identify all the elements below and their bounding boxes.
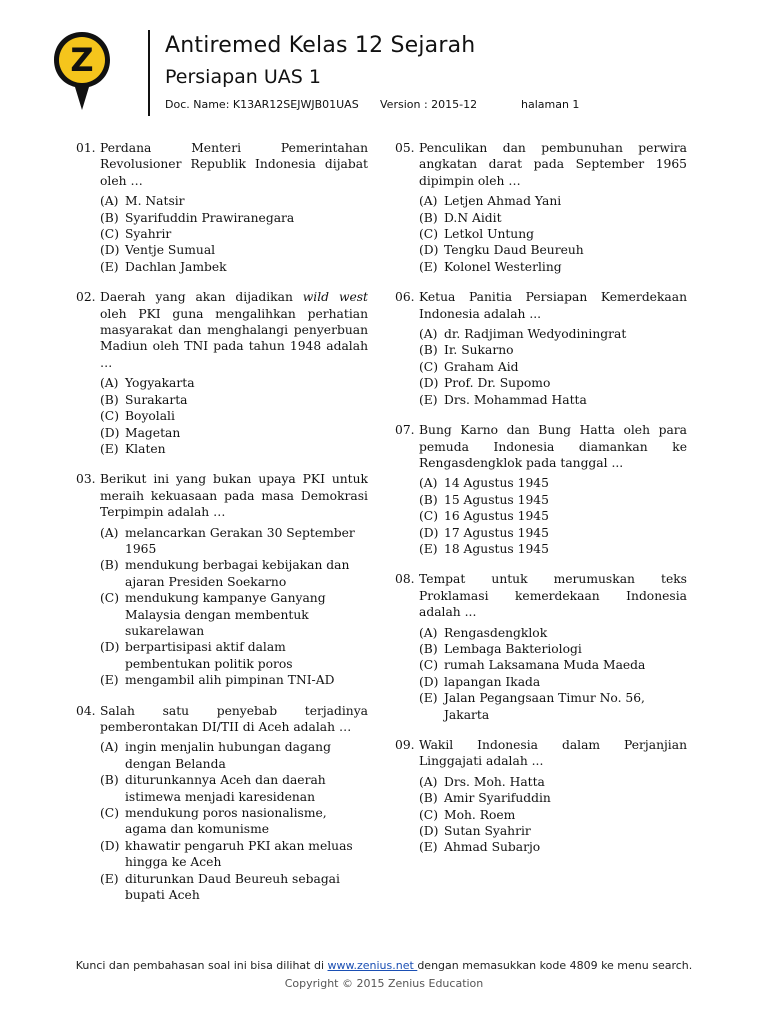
option-d xyxy=(419,823,687,839)
question-number: 03. xyxy=(76,472,96,487)
option-list xyxy=(100,525,368,689)
option-label: (A) xyxy=(419,774,438,789)
question-04 xyxy=(76,703,368,904)
option-label: (E) xyxy=(100,441,119,456)
option-text: Yogyakarta xyxy=(125,376,195,391)
option-text: lapangan Ikada xyxy=(444,674,541,689)
option-text: Surakarta xyxy=(125,392,188,407)
option-label: (C) xyxy=(419,227,439,242)
option-c xyxy=(100,226,368,242)
footer-text: dengan memasukkan kode 4809 ke menu search. xyxy=(417,959,693,972)
option-list xyxy=(100,193,368,275)
option-b xyxy=(419,492,687,508)
option-text: Letjen Ahmad Yani xyxy=(444,194,562,209)
option-label: (D) xyxy=(419,674,439,689)
option-text: Klaten xyxy=(125,441,166,456)
doc-info xyxy=(165,98,580,111)
option-label: (B) xyxy=(100,558,119,573)
option-label: (C) xyxy=(419,509,439,524)
option-d xyxy=(419,525,687,541)
option-text: Ahmad Subarjo xyxy=(444,840,541,855)
option-label: (B) xyxy=(100,392,119,407)
option-text: Letkol Untung xyxy=(444,227,535,242)
question-08 xyxy=(395,571,687,723)
option-b xyxy=(419,342,687,358)
option-label: (A) xyxy=(419,625,438,640)
option-label: (B) xyxy=(419,791,438,806)
option-label: (D) xyxy=(419,376,439,391)
option-d xyxy=(100,425,368,441)
option-text: 15 Agustus 1945 xyxy=(444,492,549,507)
question-column-left xyxy=(76,140,368,917)
option-text: mendukung kampanye Ganyang Malaysia dengan membentuk sukarelawan xyxy=(125,591,326,638)
option-a xyxy=(100,739,368,772)
option-label: (A) xyxy=(100,376,119,391)
question-number: 04. xyxy=(76,703,96,718)
option-label: (D) xyxy=(100,425,120,440)
question-number: 09. xyxy=(395,738,415,752)
option-text: 17 Agustus 1945 xyxy=(444,525,549,540)
option-label: (D) xyxy=(100,640,120,655)
option-a xyxy=(419,774,687,790)
option-d xyxy=(419,242,687,258)
option-text: melancarkan Gerakan 30 September 1965 xyxy=(125,525,355,556)
option-text: Moh. Roem xyxy=(444,807,516,822)
option-text: Amir Syarifuddin xyxy=(444,791,551,806)
footer-text: Kunci dan pembahasan soal ini bisa dilihat di xyxy=(75,959,328,972)
question-column-right xyxy=(395,140,687,870)
option-text: Kolonel Westerling xyxy=(444,259,562,274)
option-text: Jalan Pegangsaan Timur No. 56, Jakarta xyxy=(444,691,645,722)
option-text: mendukung berbagai kebijakan dan ajaran Presiden Soekarno xyxy=(125,558,350,589)
option-list xyxy=(419,326,687,408)
option-label: (E) xyxy=(100,871,119,886)
option-label: (B) xyxy=(419,641,438,656)
question-01 xyxy=(76,140,368,275)
option-text: Drs. Mohammad Hatta xyxy=(444,392,587,407)
option-text: khawatir pengaruh PKI akan meluas hingga ke Aceh xyxy=(125,838,353,870)
option-c xyxy=(419,359,687,375)
stem-italic-term: wild west xyxy=(302,290,369,305)
option-text: mengambil alih pimpinan TNI-AD xyxy=(125,673,335,688)
option-text: Ir. Sukarno xyxy=(444,343,514,358)
option-d xyxy=(100,242,368,258)
question-number: 01. xyxy=(76,141,96,155)
question-number: 06. xyxy=(395,290,415,305)
option-c xyxy=(100,408,368,424)
zenius-link[interactable]: www.zenius.net xyxy=(327,959,418,972)
copyright: Copyright © 2015 Zenius Education xyxy=(284,977,484,990)
option-b xyxy=(100,392,368,408)
option-label: (E) xyxy=(419,259,438,274)
option-label: (C) xyxy=(419,359,439,374)
option-label: (D) xyxy=(419,824,439,839)
option-text: rumah Laksamana Muda Maeda xyxy=(444,658,646,673)
page-number: halaman 1 xyxy=(521,98,580,111)
option-c xyxy=(100,805,368,838)
doc-name: Doc. Name: K13AR12SEJWJB01UAS xyxy=(165,98,359,111)
option-label: (D) xyxy=(100,243,120,258)
option-b xyxy=(100,772,368,805)
option-text: dr. Radjiman Wedyodiningrat xyxy=(444,327,627,342)
option-text: Prof. Dr. Supomo xyxy=(444,376,551,391)
option-e xyxy=(100,672,368,688)
option-label: (B) xyxy=(100,773,119,788)
option-c xyxy=(419,226,687,242)
option-text: Boyolali xyxy=(125,409,175,424)
option-e xyxy=(419,259,687,275)
question-stem: Penculikan dan pembunuhan perwira angkatan darat pada September 1965 dipimpin oleh … xyxy=(419,141,687,188)
option-text: Syarifuddin Prawiranegara xyxy=(125,210,295,225)
option-c xyxy=(100,590,368,639)
option-text: M. Natsir xyxy=(125,194,185,209)
question-number: 08. xyxy=(395,572,415,587)
question-stem: Wakil Indonesia dalam Perjanjian Linggajati adalah ... xyxy=(419,738,687,769)
option-list xyxy=(419,475,687,557)
option-label: (E) xyxy=(419,691,438,706)
option-e xyxy=(100,871,368,904)
option-label: (A) xyxy=(419,194,438,209)
option-label: (A) xyxy=(100,194,119,209)
question-09 xyxy=(395,737,687,856)
option-label: (D) xyxy=(100,838,120,853)
stem-text: Daerah yang akan dijadikan xyxy=(100,290,303,305)
option-text: D.N Aidit xyxy=(444,210,502,225)
option-label: (A) xyxy=(419,327,438,342)
option-text: Lembaga Bakteriologi xyxy=(444,641,582,656)
option-text: Dachlan Jambek xyxy=(125,259,227,274)
zenius-logo xyxy=(52,30,112,112)
option-b xyxy=(419,790,687,806)
doc-version: Version : 2015-12 xyxy=(380,98,478,111)
option-d xyxy=(100,639,368,672)
option-e xyxy=(419,839,687,855)
option-e xyxy=(419,690,687,723)
option-label: (C) xyxy=(100,591,120,606)
option-d xyxy=(419,674,687,690)
option-d xyxy=(100,838,368,871)
option-a xyxy=(419,625,687,641)
option-b xyxy=(419,210,687,226)
option-e xyxy=(100,441,368,457)
question-stem xyxy=(100,289,368,371)
option-label: (B) xyxy=(419,343,438,358)
option-label: (E) xyxy=(419,541,438,556)
option-a xyxy=(100,193,368,209)
option-text: diturunkan Daud Beureuh sebagai bupati Aceh xyxy=(125,871,340,903)
option-text: ingin menjalin hubungan dagang dengan Belanda xyxy=(125,740,331,771)
option-c xyxy=(419,657,687,673)
question-stem: Berikut ini yang bukan upaya PKI untuk meraih kekuasaan pada masa Demokrasi Terpimpin adalah … xyxy=(100,472,368,520)
option-text: Ventje Sumual xyxy=(125,243,216,258)
option-label: (C) xyxy=(419,807,439,822)
option-label: (C) xyxy=(100,806,120,821)
option-a xyxy=(419,193,687,209)
option-label: (C) xyxy=(100,227,120,242)
option-a xyxy=(100,525,368,558)
question-stem: Perdana Menteri Pemerintahan Revolusioner Republik Indonesia dijabat oleh … xyxy=(100,141,368,188)
option-text: Syahrir xyxy=(125,227,172,242)
option-text: Magetan xyxy=(125,425,181,440)
question-number: 07. xyxy=(395,423,415,438)
option-a xyxy=(419,475,687,491)
option-text: berpartisipasi aktif dalam pembentukan politik poros xyxy=(125,640,293,671)
option-e xyxy=(419,541,687,557)
option-text: Sutan Syahrir xyxy=(444,824,531,839)
option-label: (E) xyxy=(100,673,119,688)
option-label: (C) xyxy=(100,409,120,424)
question-stem: Ketua Panitia Persiapan Kemerdekaan Indonesia adalah ... xyxy=(419,290,687,321)
option-text: Rengasdengklok xyxy=(444,625,548,640)
question-stem: Tempat untuk merumuskan teks Proklamasi kemerdekaan Indonesia adalah ... xyxy=(419,572,687,620)
option-list xyxy=(100,375,368,457)
option-label: (E) xyxy=(419,392,438,407)
option-text: Drs. Moh. Hatta xyxy=(444,774,545,789)
option-text: mendukung poros nasionalisme, agama dan komunisme xyxy=(125,806,327,837)
option-label: (B) xyxy=(419,492,438,507)
option-c xyxy=(419,508,687,524)
option-b xyxy=(100,210,368,226)
question-03 xyxy=(76,471,368,688)
page-title: Antiremed Kelas 12 Sejarah xyxy=(165,33,476,58)
option-list xyxy=(419,193,687,275)
question-02 xyxy=(76,289,368,457)
question-07 xyxy=(395,422,687,557)
header-divider xyxy=(148,30,150,116)
logo-letter: Z xyxy=(70,41,94,79)
option-label: (B) xyxy=(419,210,438,225)
option-text: Tengku Daud Beureuh xyxy=(444,243,584,258)
option-text: diturunkannya Aceh dan daerah istimewa menjadi karesidenan xyxy=(125,773,326,804)
option-list xyxy=(419,774,687,856)
question-number: 05. xyxy=(395,141,415,155)
option-list xyxy=(100,739,368,903)
option-label: (C) xyxy=(419,658,439,673)
footer-note xyxy=(0,959,768,972)
question-number: 02. xyxy=(76,290,96,305)
option-a xyxy=(100,375,368,391)
option-b xyxy=(419,641,687,657)
option-list xyxy=(419,625,687,723)
option-c xyxy=(419,807,687,823)
option-label: (E) xyxy=(100,259,119,274)
option-d xyxy=(419,375,687,391)
option-label: (A) xyxy=(419,476,438,491)
option-label: (A) xyxy=(100,740,119,755)
page-subtitle: Persiapan UAS 1 xyxy=(165,66,321,88)
question-stem: Salah satu penyebab terjadinya pemberontakan DI/TII di Aceh adalah … xyxy=(100,703,368,734)
option-e xyxy=(419,392,687,408)
option-label: (D) xyxy=(419,243,439,258)
question-06 xyxy=(395,289,687,408)
option-label: (E) xyxy=(419,840,438,855)
option-label: (B) xyxy=(100,210,119,225)
question-05 xyxy=(395,140,687,275)
stem-text: oleh PKI guna mengalihkan perhatian masyarakat dan menghalangi penyerbuan Madiun oleh TNI pada tahun 1948 adalah … xyxy=(100,306,368,370)
option-b xyxy=(100,557,368,590)
option-label: (A) xyxy=(100,525,119,540)
question-stem: Bung Karno dan Bung Hatta oleh para pemuda Indonesia diamankan ke Rengasdengklok pada tanggal ... xyxy=(419,423,687,470)
option-label: (D) xyxy=(419,525,439,540)
option-text: Graham Aid xyxy=(444,359,519,374)
option-e xyxy=(100,259,368,275)
option-text: 16 Agustus 1945 xyxy=(444,509,549,524)
option-text: 18 Agustus 1945 xyxy=(444,541,549,556)
option-a xyxy=(419,326,687,342)
option-text: 14 Agustus 1945 xyxy=(444,476,549,491)
